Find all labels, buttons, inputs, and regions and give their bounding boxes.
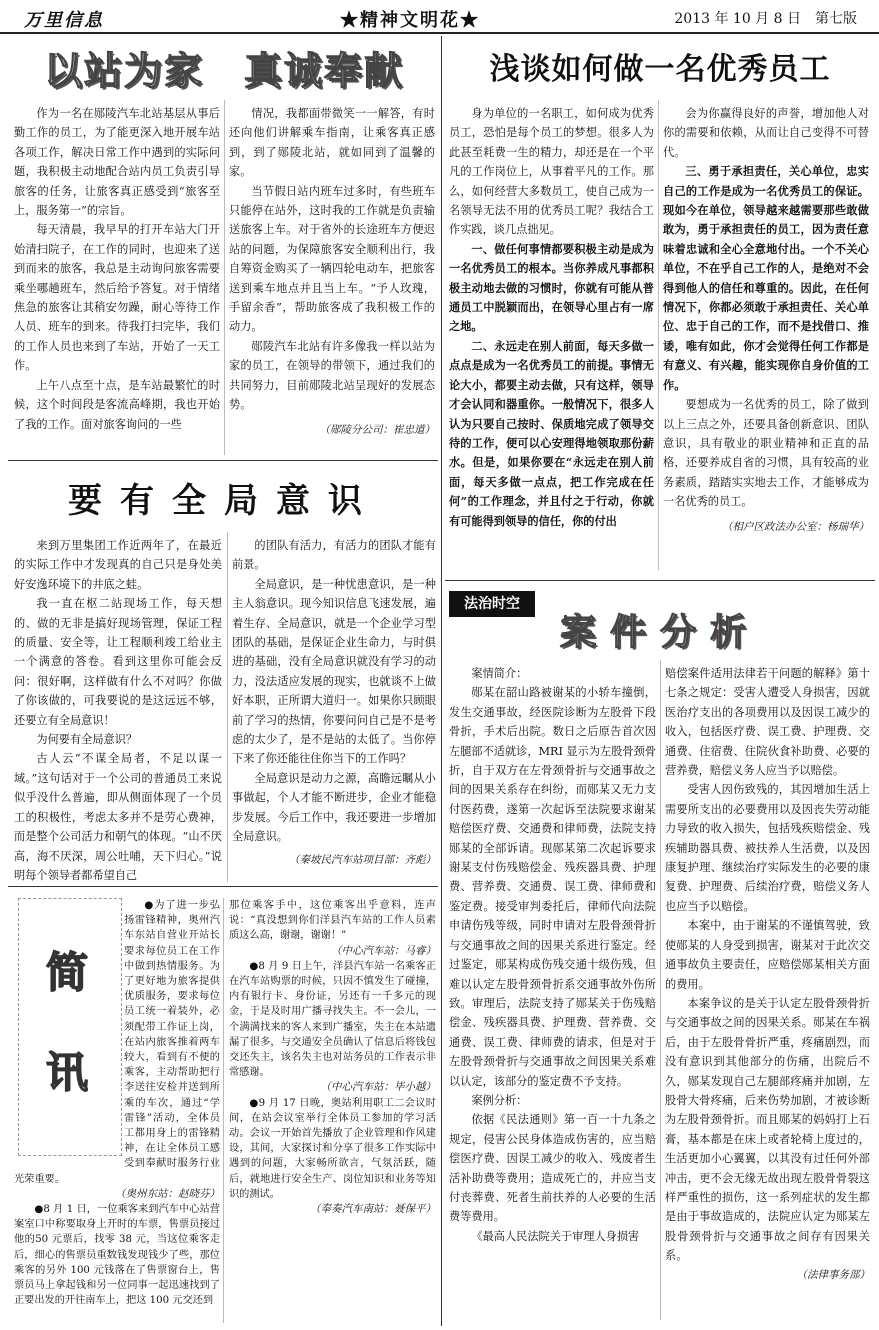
paragraph: 案例分析： <box>471 1093 528 1107</box>
paragraph: 我一直在枢二站现场工作，每天想的、做的无非是搞好现场管理，保证工程的质量、安全等，让工程顺利竣工给业主一个满意的答卷。看到这里你可能会反问：很好啊，这样做有什么不对吗？你做了你该做的，可我要说的是这远远不够，还要立有全局意识！ <box>14 597 222 727</box>
paragraph-heading: 三、勇于承担责任，关心单位，忠实自己的工作是成为一名优秀员工的保证。现如今在单位，领导越来越需要那些敢做敢为，勇于承担责任的员工，因为责任意味着忠诚和全心全意地付出。一个不关心单位，不在乎自己工作的人，是绝对不会得到他人的信任和尊重的。因此，在任何情况下，你都必须敢于承担责任、关心单位、忠于自己的工作，而不是找借口、推诿，唯有如此，你才会觉得任何工作都是有意义、有兴趣，能实现你自身价值的工作。 <box>663 164 869 392</box>
float-spacer <box>14 898 124 1160</box>
paragraph: 作为一名在郧陵汽车北站基层从事后勤工作的员工，为了能更深入地开展车站各项工作，解决日常工作中遇到的实际问题，我积极主动地配合站内员工负责引导旅客的任务，让旅客真正感受到“旅客至上，服务第一”的宗旨。 <box>14 107 220 218</box>
byline: （法律事务部） <box>796 1268 870 1281</box>
byline: （秦坡民汽车站项目部：齐彪） <box>289 853 436 866</box>
col-divider-a1 <box>224 100 225 455</box>
article-column-2 <box>663 104 869 572</box>
masthead <box>0 0 879 34</box>
section-tag: 法治时空 <box>449 591 535 617</box>
paper-name: 万里信息 <box>24 10 104 31</box>
paragraph: 要想成为一名优秀的员工，除了做到以上三点之外，还要具备创新意识、团队意识，具有敬业的职业精神和正直的品格，还要养成自省的习惯，具有较高的业务素质，踏踏实实地去工作，才能够成为一名优秀的员工。 <box>663 398 869 509</box>
article-column-1 <box>14 104 220 456</box>
byline: （相户区政法办公室：杨瑞华） <box>722 520 869 533</box>
paragraph: 上午八点至十点，是车站最繁忙的时候，这个时间段是客流高峰期，我也开始了我的工作。面对旅客询问的一些 <box>14 378 220 431</box>
article-column-2 <box>665 664 870 1324</box>
article-title: 案件分析 <box>559 612 760 653</box>
paragraph: 本案争议的是关于认定左股骨颈骨折与交通事故之间的因果关系。郧某在车祸后，由于左股骨骨折严重，疼痛剧烈，而没有意识到其他部分的伤痛，出院后不久，郧某发现自己左腿部疼痛并加剧，左股骨大骨疼痛，后来伤势加剧，才被诊断为左股骨颈骨折。而且郧某的妈妈打上石膏，基本都是在床上或者轮椅上度过的，生活更加小心翼翼，以其没有过任何外部冲击，更不会无缘无故出现左股骨骨裂这样严重性的损伤，这一系列症状的发生都是由于事故造成的，法院应认定为郧某左股骨颈骨折与交通事故之间存有因果关系。 <box>665 996 870 1263</box>
divider-a1 <box>8 460 438 461</box>
article-column-2 <box>229 104 435 456</box>
brief-item: ●8 月 1 日，一位乘客来到汽车中心站营案室口中称要取身上开时的车票，售票员接过他的50 元票后，找零 38 元，当这位乘客走后，细心的售票员重数钱发现钱少了些，那位乘客的另外 100 元钱落在了售票窗台上，售票员马上拿起钱和另一位同事一起迅速找到了正要出发的开往南车上，把这 100 元交还到 <box>14 1204 220 1307</box>
col-divider-a2 <box>658 100 659 570</box>
paragraph: 赔偿案件适用法律若干问题的解释》第十七条之规定：受害人遭受人身损害，因就医治疗支出的各项费用以及因误工减少的收入，包括医疗费、误工费、护理费、交通费、住宿费、住院伙食补助费、必要的营养费，赔偿义务人应当予以赔偿。 <box>665 667 870 778</box>
byline: （郧陵分公司：崔忠道） <box>319 423 435 436</box>
paragraph: 受害人因伤致残的，其因增加生活上需要所支出的必要费用以及因丧失劳动能力导致的收入损失，包括残疾赔偿金、残疾辅助器具费、被扶养人生活费，以及因康复护理、继续治疗实际发生的必要的康复费、护理费、后续治疗费，赔偿义务人也应当予以赔偿。 <box>665 783 870 913</box>
briefs-column-1 <box>14 898 220 1326</box>
paragraph: 案情简介： <box>471 667 528 680</box>
article-title: 以站为家 真诚奉献 <box>43 49 404 93</box>
paragraph: 身为单位的一名职工，如何成为优秀员工，恐怕是每个员工的梦想。很多人为此甚至耗费一生的精力，却还是在一个平凡的工作岗位上，从事着平凡的工作。那么，如何经营大多数员工，使自己成为一名领导无法不用的优秀员工呢？我结合工作实践，谈几点拙见。 <box>449 107 654 237</box>
paragraph: 情况，我都面带微笑一一解答，有时还向他们讲解乘车指南，让乘客真正感到，到了郧陵北站，就如同到了温馨的家。 <box>229 107 435 179</box>
brief-source: （中心汽车站：毕小越） <box>320 1081 436 1094</box>
paragraph: 古人云“不谋全局者，不足以谋一域。”这句话对于一个公司的普通员工来说似乎没什么普遍，即从侧面体现了一个员工的积极性，考虑太多并不是劳心费神，而是整个公司活力和朝气的体现。“山不厌高，海不厌深，周公吐哺，天下归心。”说明每个领导者都希望自己 <box>14 752 222 882</box>
brief-item: 那位乘客手中，这位乘客出乎意料，连声说：“真没想到你们洋县汽车站的工作人员素质这么高，谢谢，谢谢！” <box>229 900 436 942</box>
article-column-1 <box>449 664 656 1324</box>
issue-date: 2013 年 10 月 8 日 第七版 <box>674 11 857 27</box>
paragraph: 郧陵汽车北站有许多像我一样以站为家的员工，在领导的带领下，通过我们的共同努力，目前郧陵北站呈现好的发展态势。 <box>229 339 435 412</box>
paragraph: 每天清晨，我早早的打开车站大门开始清扫院子，在工作的同时，也迎来了送到而来的旅客，我总是主动询问旅客需要乘坐哪趟班车，然后给予答复。对于情绪焦急的旅客让其稍安勿躁，耐心等待工作人员、班车的到来。待我打扫完毕，我们的工作人员也来到了车站，开始了一天工作。 <box>14 223 220 373</box>
brief-item: ●8 月 9 日上午，洋县汽车站一名乘客正在汽车站购票的时候，只因不慎发生了碰撞，内有银行卡、身份证，另还有一千多元的现金，于是及时用广播寻找失主。不一会儿，一个满满找来的客人来到广播室，失主在本站遗漏了很多，与交通安全员确认了信息后将钱包交还失主，该名失主也对站务员的工作表示非常感谢。 <box>229 960 436 1079</box>
article-title: 要有全局意识 <box>68 481 380 521</box>
paragraph: 当节假日站内班车过多时，有些班车只能停在站外，这时我的工作就是负责输送旅客上车。对于省外的长途班车方便迟站的问题，为保障旅客安全顺利出行，我自筹资金购买了一辆四轮电动车，把旅客送到乘车地点并且当上车。“予人玫瑰，手留余香”，帮助旅客成了我积极工作的动力。 <box>229 184 435 334</box>
brief-source: （奥州东站：赵晓芬） <box>115 1187 220 1200</box>
paragraph: 的团队有活力，有活力的团队才能有前景。 <box>232 539 436 572</box>
divider-a3 <box>8 886 438 887</box>
paragraph: 为何要有全局意识？ <box>36 733 138 747</box>
paragraph: 来到万里集团工作近两年了，在最近的实际工作中才发现真的自己只是身处美好安逸环境下的井底之蛙。 <box>14 539 222 591</box>
paragraph: 《最高人民法院关于审理人身损害 <box>471 1229 640 1243</box>
paragraph-heading: 二、永远走在别人前面，每天多做一点点是成为一名优秀员工的前提。事情无论大小，都要主动去做，只有这样，领导才会认同和器重你。一般情况下，很多人认为只要自己按时、保质地完成了领导交待的工作，便可以心安理得地领取那份薪水。但是，如果你要在“永远走在别人前面，每天多做一点点，把工作完成在任何”的工作理念，并且付之于行动，你就有可能得到领导的信任，你的付出 <box>449 338 654 528</box>
article-title: 浅谈如何做一名优秀员工 <box>489 52 831 87</box>
briefs-heading-char: 简 <box>45 948 88 997</box>
paragraph: 本案中，由于谢某的不谨慎驾驶，致使郧某的人身受到损害，谢某对于此次交通事故负主要责任，应赔偿郧某相关方面的费用。 <box>665 919 870 991</box>
paragraph: 会为你赢得良好的声誉，增加他人对你的需要和依赖，从而让自己变得不可替代。 <box>663 107 869 159</box>
briefs-heading-char: 讯 <box>45 1048 88 1097</box>
brief-item: ●9 月 17 日晚，奥站利用职工二会议时间，在站会议室举行全体员工参加的学习活动。会议一开始首先播放了企业管理和作风建设，其间，大家探讨和分享了很多工作实际中遇到的问题，大家畅所欲言，气氛活跃，随后，就地进行安全生产、岗位知识和业务等知识的测试。 <box>229 1097 436 1200</box>
paragraph: 郧某在韶山路被谢某的小轿车撞倒，发生交通事故，经医院诊断为左股骨下段骨折，手术后出院。数日之后原告首次因左腿部不适就诊，MRI 显示为左股骨颈骨折，自于双方在左骨颈骨折与交通事故之间的因果关系存在纠纷，而郧某又无力支付医药费，遂第一次起诉至法院要求谢某赔偿医疗费、交通费和律师费，法院支持郧某的全部诉请。现郧某第二次起诉要求谢某支付伤残赔偿金、残疾器具费、护理费、营养费、交通费、误工费、律师费和鉴定费。接受审判委托后，律师代向法院申请伤残等级，同时申请对左股骨颈骨折与交通事故之间的因果关系进行鉴定。经过鉴定，郧某构成伤残交通十级伤残，但难以认定左股骨颈骨折系交通事故外伤所致。审理后，法院支持了郧某关于伤残赔偿金、残疾器具费、护理费、营养费、交通费、误工费、律师费的请求，但是对于左股骨颈骨折与交通事故之间因果关系难以认定，该部分的鉴定费不予支持。 <box>449 686 656 1088</box>
col-divider-a4 <box>660 660 661 1320</box>
brief-source: （中心汽车站：马睿） <box>331 944 436 957</box>
section-name: ★精神文明花★ <box>340 10 480 31</box>
brief-item: ●为了进一步弘扬雷锋精神，奥州汽车东站自营业开站长要求每位员工在工作中做到热情服务。为了更好地为旅客提供优质服务，要求每位员工统一着装外，必须配带工作证上岗，在站内旅客推着两车较大，看到有不便的乘客，主动帮助把行李送往安检并送到所乘的车次，通过“学雷锋”活动，全体员工都用身上的雷锋精神，在让全体员工感受到奉献时服务行业光荣重要。 <box>14 900 220 1185</box>
paragraph: 依据《民法通则》第一百一十九条之规定，侵害公民身体造成伤害的，应当赔偿医疗费、因误工减少的收入、残废者生活补助费等费用；造成死亡的，并应当支付丧葬费、死者生前扶养的人必要的生活费等费用。 <box>449 1113 656 1224</box>
divider-a2 <box>445 580 875 581</box>
col-divider-a3 <box>227 532 228 882</box>
brief-source: （奉奏汽车南站：聂保平） <box>310 1203 436 1216</box>
paragraph: 全局意识是动力之源，高瞻远瞩从小事做起，个人才能不断进步，企业才能稳步发展。今后工作中，我还要进一步增加全局意识。 <box>232 771 436 844</box>
article-column-1 <box>449 104 654 572</box>
paragraph: 全局意识，是一种忧患意识，是一种主人翁意识。现今知识信息飞速发展，遍着生存、全局意识，就是一个企业学习型团队的基础，是保证企业生命力，与时俱进的基础，没有全局意识就没有学习的动力，没法适应发展的现实，也就谈不上做好本职，正所谓大道归一。如果你只顾眼前了学习的热情，你要问问自己是不是考虑的太少了，是不是站的太低了。当你停下来了你还能往住你当下的工作吗？ <box>232 577 436 766</box>
briefs-column-2 <box>229 898 436 1326</box>
article-column-2 <box>232 536 436 882</box>
center-divider <box>441 36 442 1326</box>
article-column-1 <box>14 536 222 882</box>
col-divider-a5 <box>223 898 224 1323</box>
paragraph-heading: 一、做任何事情都要积极主动是成为一名优秀员工的根本。当你养成凡事都积极主动地去做的习惯时，你就有可能从普通员工中脱颖而出，在领导心里占有一席之地。 <box>449 241 654 334</box>
